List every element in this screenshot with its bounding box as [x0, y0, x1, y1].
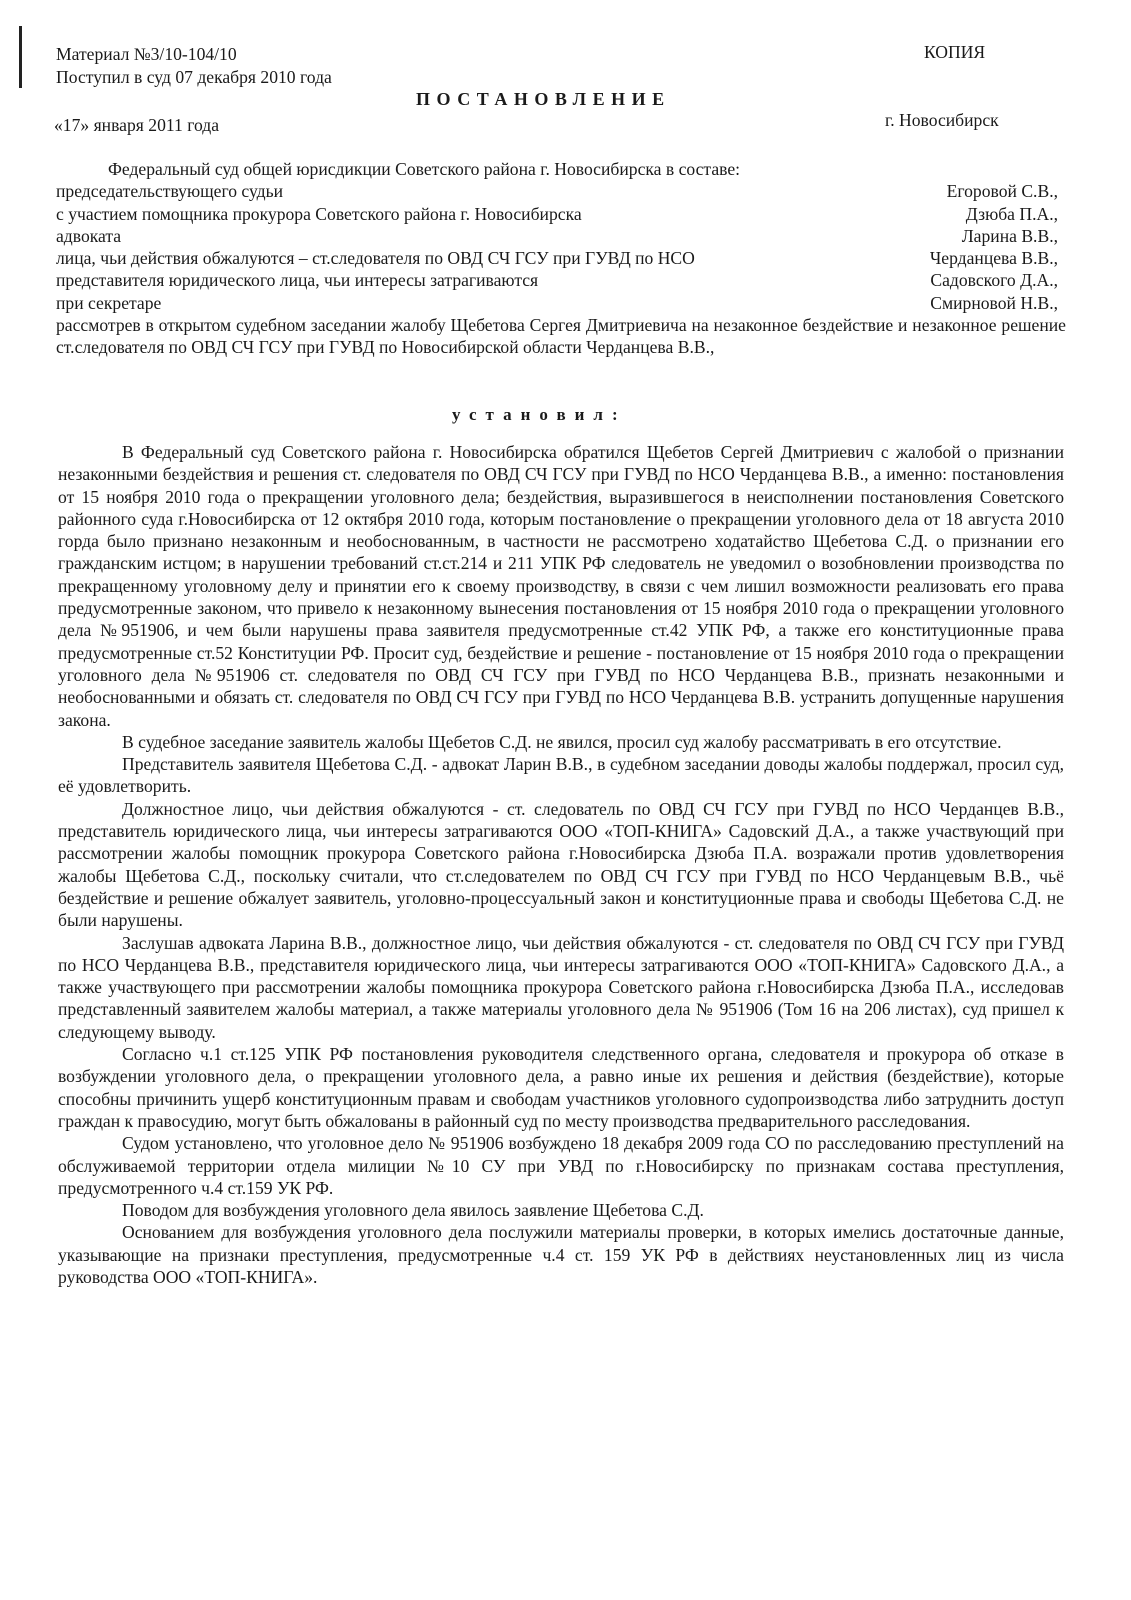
document-city: г. Новосибирск	[885, 110, 999, 130]
copy-mark: КОПИЯ	[924, 42, 986, 62]
composition-role: лица, чьи действия обжалуются – ст.следователя по ОВД СЧ ГСУ при ГУВД по НСО	[56, 248, 695, 269]
composition-role: адвоката	[56, 225, 122, 246]
body-paragraph: Представитель заявителя Щебетова С.Д. - адвокат Ларин В.В., в судебном заседании доводы жалобы поддержал, просил суд, её удовлетворить.	[58, 754, 1064, 797]
composition-role: при секретаре	[56, 292, 162, 313]
composition-row	[56, 269, 1066, 291]
body-paragraph: В Федеральный суд Советского района г. Новосибирска обратился Щебетов Сергей Дмитриевич с жалобой о признании незаконными бездействия и решения ст. следователя по ОВД СЧ ГСУ при ГУВД по НСО Черданцева В.В., а именно: постановления от 15 ноября 2010 года о прекращении уголовного дела; бездействия, выразившегося в неисполнении постановления Советского районного суда г.Новосибирска от 12 октября 2010 года, которым постановление о прекращении уголовного дела от 18 августа 2010 горда было признано незаконным и необоснованным, в частности не рассмотрено ходатайство Щебетова С.Д. о признании его гражданским истцом; в нарушении требований ст.ст.214 и 211 УПК РФ следователь не уведомил о возобновлении производства по прекращенному уголовному делу и принятии его к своему производству, в связи с чем лишил возможности реализовать его права предусмотренные законом, что привело к незаконному вынесения постановления от 15 ноября 2010 года о прекращении уголовного дела №951906, и чем были нарушены права заявителя предусмотренные ст.42 УПК РФ, а также его конституционные права предусмотренные ст.52 Конституции РФ. Просит суд, бездействие и решение - постановление от 15 ноября 2010 года о прекращении уголовного дела №951906 ст. следователя по ОВД СЧ ГСУ при ГУВД по НСО Черданцева В.В., признать незаконными и необоснованными и обязать ст. следователя по ОВД СЧ ГСУ при ГУВД по НСО Черданцева В.В. устранить допущенные нарушения закона.	[58, 442, 1064, 730]
body-paragraph: Согласно ч.1 ст.125 УПК РФ постановления руководителя следственного органа, следователя и прокурора об отказе в возбуждении уголовного дела, о прекращении уголовного дела, а равно иные их решения и действия (бездействие), которые способны причинить ущерб конституционным правам и свободам участников уголовного судопроизводства либо затруднить доступ граждан к правосудию, могут быть обжалованы в районный суд по месту производства предварительного расследования.	[58, 1044, 1064, 1131]
composition-person: Ларина В.В.,	[961, 225, 1058, 246]
body-paragraph: Поводом для возбуждения уголовного дела явилось заявление Щебетова С.Д.	[122, 1200, 704, 1221]
composition-row	[56, 247, 1066, 269]
court-composition	[56, 158, 1066, 359]
document-body	[58, 441, 1064, 1288]
scan-edge-mark	[19, 26, 22, 88]
body-paragraph: Заслушав адвоката Ларина В.В., должностное лицо, чьи действия обжалуются - ст. следователя по ОВД СЧ ГСУ при ГУВД по НСО Черданцева В.В., представителя юридического лица, чьи интересы затрагиваются ООО «ТОП-КНИГА» Садовского Д.А., а также участвующего при рассмотрении жалобы помощника прокурора Советского района г.Новосибирска Дзюба П.А., исследовав представленный заявителем жалобы материал, а также материалы уголовного дела № 951906 (Том 16 на 206 листах), суд пришел к следующему выводу.	[58, 932, 1064, 1042]
body-paragraph: В судебное заседание заявитель жалобы Щебетов С.Д. не явился, просил суд жалобу рассматривать в его отсутствие.	[122, 731, 1002, 752]
composition-role: представителя юридического лица, чьи интересы затрагиваются	[56, 270, 539, 291]
composition-role: председательствующего судьи	[56, 181, 284, 202]
body-paragraph: Основанием для возбуждения уголовного дела послужили материалы проверки, в которых имелись достаточные данные, указывающие на признаки преступления, предусмотренные ч.4 ст. 159 УК РФ в действиях неустановленных лиц из числа руководства ООО «ТОП-КНИГА».	[58, 1222, 1064, 1287]
composition-row	[56, 225, 1066, 247]
material-number: Материал №3/10-104/10	[56, 44, 237, 64]
composition-row	[56, 180, 1066, 202]
composition-person: Садовского Д.А.,	[930, 270, 1058, 291]
document-title: ПОСТАНОВЛЕНИЕ	[416, 89, 671, 109]
composition-person: Смирновой Н.В.,	[930, 292, 1058, 313]
composition-intro: Федеральный суд общей юрисдикции Советского района г. Новосибирска в составе:	[108, 159, 741, 179]
received-date: Поступил в суд 07 декабря 2010 года	[56, 67, 332, 87]
composition-person: Егоровой С.В.,	[946, 181, 1058, 202]
composition-role: с участием помощника прокурора Советского района г. Новосибирска	[56, 203, 582, 224]
body-paragraph: Судом установлено, что уголовное дело № 951906 возбуждено 18 декабря 2009 года СО по расследованию преступлений на обслуживаемой территории отдела милиции №10 СУ при УВД по г.Новосибирску по признакам состава преступления, предусмотренного ч.4 ст.159 УК РФ.	[58, 1133, 1064, 1198]
composition-person: Дзюба П.А.,	[965, 203, 1058, 224]
composition-tail: рассмотрев в открытом судебном заседании жалобу Щебетова Сергея Дмитриевича на незаконное бездействие и незаконное решение ст.следователя по ОВД СЧ ГСУ при ГУВД по Новосибирской области Черданцева В.В.,	[56, 315, 1066, 358]
composition-row	[56, 203, 1066, 225]
composition-row	[56, 292, 1066, 314]
composition-person: Черданцева В.В.,	[929, 248, 1058, 269]
document-date: «17» января 2011 года	[54, 115, 220, 135]
body-paragraph: Должностное лицо, чьи действия обжалуются - ст. следователь по ОВД СЧ ГСУ при ГУВД по НСО Черданцев В.В., представитель юридического лица, чьи интересы затрагиваются ООО «ТОП-КНИГА» Садовский Д.А., а также участвующий при рассмотрении жалобы помощник прокурора Советского района г.Новосибирска Дзюба П.А. возражали против удовлетворения жалобы Щебетова С.Д., поскольку считали, что ст.следователем по ОВД СЧ ГСУ при ГУВД по НСО Черданцевым В.В., чьё бездействие и решение обжалует заявитель, уголовно-процессуальный закон и конституционные права и свободы Щебетова С.Д. не были нарушены.	[58, 798, 1064, 931]
section-heading: установил:	[452, 405, 627, 424]
